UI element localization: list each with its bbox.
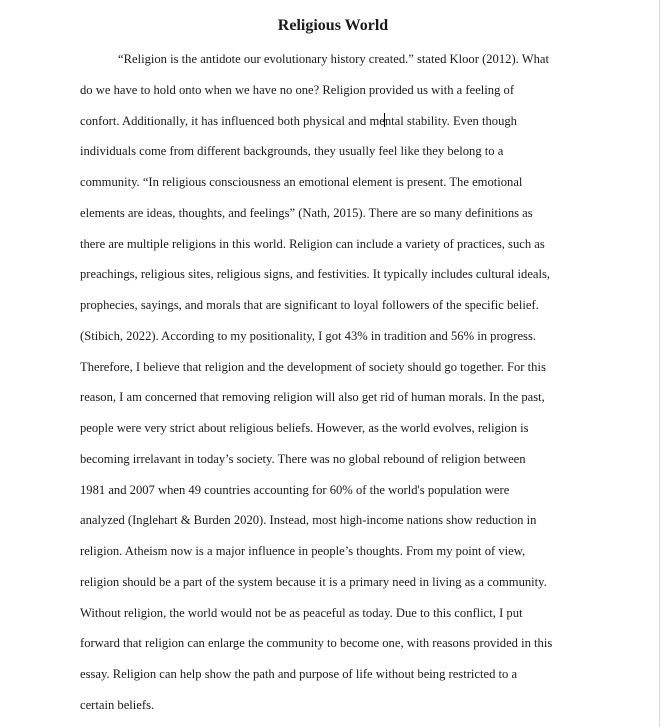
- text-line-14[interactable]: becoming irrelavant in today’s society. There was no global rebound of religion between: [80, 451, 526, 466]
- text-line-3-with-cursor[interactable]: [80, 110, 600, 141]
- text-line-5[interactable]: community. “In religious consciousness an emotional element is present. The emotional: [80, 175, 523, 189]
- text-line-6[interactable]: elements are ideas, thoughts, and feelings” (Nath, 2015). There are so many definitions as: [80, 205, 533, 220]
- text-line-16[interactable]: analyzed (Inglehart & Burden 2020). Instead, most high-income nations show reduction in: [80, 513, 537, 528]
- text-line-2[interactable]: do we have to hold onto when we have no one? Religion provided us with a feeling of: [80, 82, 515, 97]
- text-line-21[interactable]: essay. Religion can help show the path and purpose of life without being restricted to a: [80, 667, 518, 681]
- text-line-19[interactable]: Without religion, the world would not be as peaceful as today. Due to this conflict, I put: [80, 605, 523, 620]
- text-line-4[interactable]: individuals come from different backgrounds, they usually feel like they belong to a: [80, 144, 504, 159]
- text-line-13[interactable]: people were very strict about religious beliefs. However, as the world evolves, religion is: [80, 421, 529, 435]
- text-line-3-before-cursor: confort. Additionally, it has influenced both physical and me: [80, 113, 385, 128]
- text-line-1[interactable]: “Religion is the antidote our evolutionary history created.” stated Kloor (2012). What: [118, 52, 549, 66]
- text-line-12[interactable]: reason, I am concerned that removing religion will also get rid of human morals. In the past,: [80, 390, 545, 405]
- text-line-20[interactable]: forward that religion can enlarge the community to become one, with reasons provided in this: [80, 636, 553, 651]
- text-line-22[interactable]: certain beliefs.: [80, 697, 155, 712]
- text-line-7[interactable]: there are multiple religions in this world. Religion can include a variety of practices, such as: [80, 236, 545, 251]
- document-body[interactable]: [80, 48, 600, 725]
- text-line-11[interactable]: Therefore, I believe that religion and the development of society should go together. For this: [80, 359, 546, 374]
- text-line-17[interactable]: religion. Atheism now is a major influence in people’s thoughts. From my point of view,: [80, 544, 526, 558]
- text-line-10[interactable]: (Stibich, 2022). According to my positionality, I got 43% in tradition and 56% in progress.: [80, 328, 536, 343]
- text-line-9[interactable]: prophecies, sayings, and morals that are significant to loyal followers of the specific belief.: [80, 298, 539, 312]
- document-title[interactable]: Religious World: [277, 17, 389, 34]
- text-line-3-after-cursor: ntal stability. Even though: [384, 113, 517, 128]
- text-line-8[interactable]: preachings, religious sites, religious signs, and festivities. It typically includes cultural ideals,: [80, 267, 551, 282]
- text-line-18[interactable]: religion should be a part of the system because it is a primary need in living as a community.: [80, 574, 547, 589]
- text-line-15[interactable]: 1981 and 2007 when 49 countries accounting for 60% of the world's population were: [80, 482, 510, 497]
